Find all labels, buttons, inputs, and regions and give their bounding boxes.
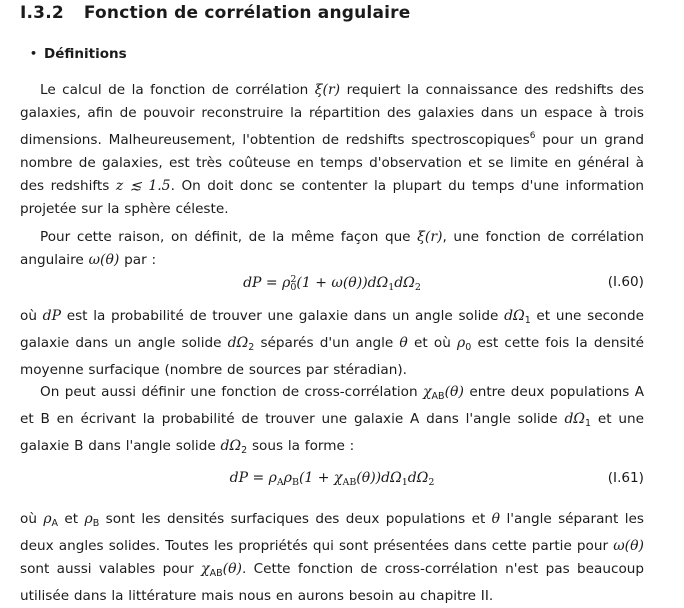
math-z-bound: z ≲ 1.5: [115, 178, 171, 194]
paragraph-2: Pour cette raison, on définit, de la même façon que ξ(r), une fonction de corrélation angulaire ω(θ) par :: [20, 229, 644, 268]
section-number: I.3.2: [20, 3, 64, 23]
section-heading: [20, 3, 410, 23]
equation-body: dP = $\rho_0^2(1 + \omega(\theta))d\Omega_1d\Omega_2$: [243, 274, 421, 293]
paragraph-3: où dP est la probabilité de trouver une galaxie dans un angle solide $d\Omega_1$ et une seconde galaxie dans un angle solide $d\Omega_2$ séparés d'un angle θ et où $\rho_0$ est cette fois la densité moyenne surfacique (nombre de sources par stéradian).: [20, 308, 644, 378]
math-xi: ξ(r): [417, 229, 443, 245]
paragraph-5: où $\rho_A$ et $\rho_B$ sont les densités surfaciques des deux populations et θ l'angle séparant les deux angles solides. Toutes les propriétés qui sont présentées dans cette partie pour ω(θ) sont aussi valables pour $\chi_{AB}(\theta)$. Cette fonction de cross-corrélation n'est pas beaucoup utilisée dans la littérature mais nous en aurons besoin au chapitre II.: [20, 511, 645, 604]
bullet: •: [30, 47, 38, 60]
paragraph-4: On peut aussi définir une fonction de cross-corrélation $\chi_{AB}(\theta)$ entre deux populations A et B en écrivant la probabilité de trouver une galaxie A dans l'angle solide $d\Omega_1$ et une galaxie B dans l'angle solide $d\Omega_2$ sous la forme :: [20, 384, 645, 456]
equation-I60: [20, 274, 644, 296]
section-title: Fonction de corrélation angulaire: [83, 3, 411, 23]
subsection-title: Définitions: [44, 46, 127, 62]
equation-label: (I.61): [607, 470, 644, 486]
equation-I61: [20, 470, 644, 492]
footnote-marker[interactable]: 6: [529, 131, 536, 141]
equation-label: (I.60): [607, 274, 644, 290]
subsection-heading: [30, 46, 127, 62]
math-omega: ω(θ): [88, 252, 120, 268]
equation-body: dP = $\rho_A\rho_B(1 + \chi_{AB}(\theta))d\Omega_1d\Omega_2$: [229, 470, 435, 488]
math-xi: ξ(r): [314, 82, 341, 98]
paragraph-1: Le calcul de la fonction de corrélation ξ(r) requiert la connaissance des redshifts des galaxies, afin de pouvoir reconstruire la répartition des galaxies dans un espace à trois dimensions. Malheureusement, l'obtention de redshifts spectroscopiques$^6$ pour un grand nombre de galaxies, est très coûteuse en temps d'observation et se limite en général à des redshifts z ≲ 1.5. On doit donc se contenter la plupart du temps d'une information projetée sur la sphère céleste.: [20, 82, 645, 217]
